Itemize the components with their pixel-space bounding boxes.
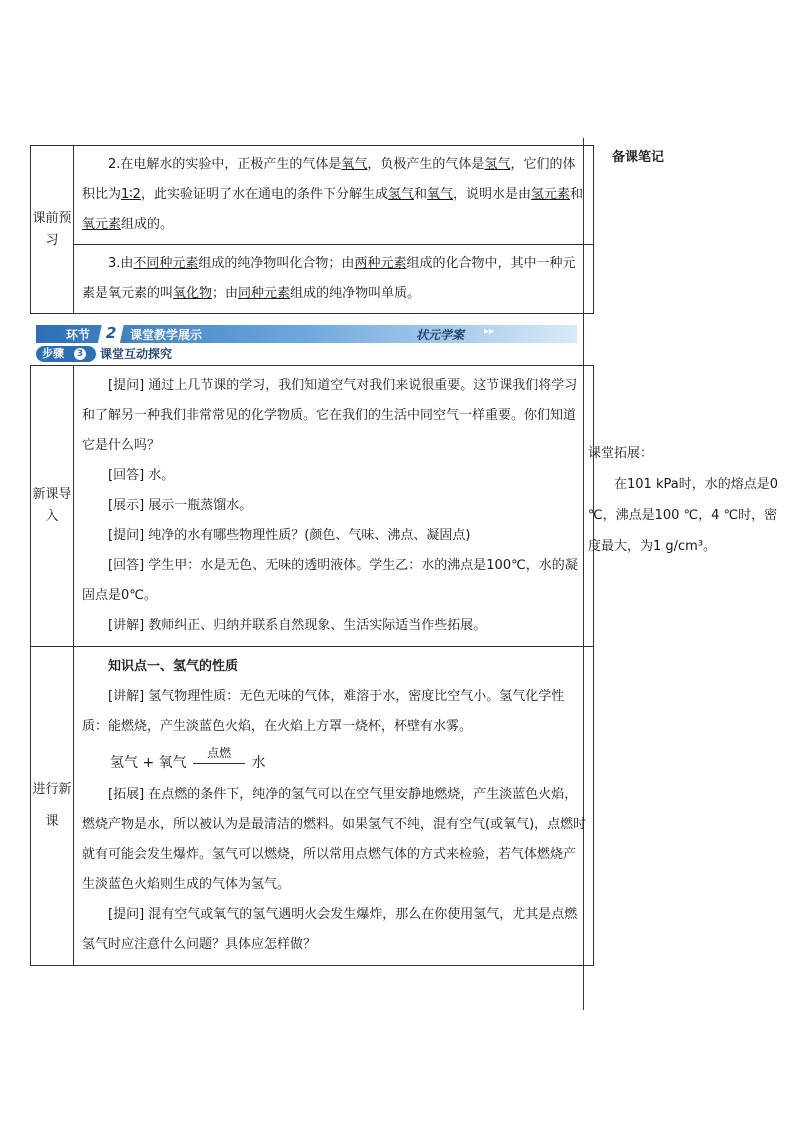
newlesson-p2: [拓展] 在点燃的条件下，纯净的氢气可以在空气里安静地燃烧，产生淡蓝色火焰，燃烧产物是水，所以被认为是最清洁的燃料。如果氢气不纯，混有空气(或氧气)，点燃时就有可能会发生爆炸。氢气可以燃烧，所以常用点燃气体的方式来检验，若气体燃烧产生淡蓝色火焰则生成的气体为氢气。	[82, 787, 587, 892]
double-arrow-icon: ▸▸	[484, 326, 495, 337]
section-header-bar	[36, 325, 577, 343]
intro-p2: [回答] 水。	[108, 468, 175, 483]
preview-table	[30, 145, 594, 314]
reaction-equation	[110, 748, 587, 778]
intro-p3: [展示] 展示一瓶蒸馏水。	[108, 498, 253, 513]
reaction-arrow-icon	[193, 763, 245, 764]
newlesson-label: 进行新课	[31, 647, 74, 966]
eq-reactants: 氢气 + 氧气	[110, 755, 187, 771]
step-header-bar	[36, 346, 206, 362]
step-pill: 步骤	[36, 346, 96, 362]
extension-heading: 课堂拓展：	[588, 446, 654, 461]
intro-p5: [回答] 学生甲：水是无色、无味的透明液体。学生乙：水的沸点是100℃，水的凝固点是0℃。	[82, 558, 578, 603]
notes-title: 备课笔记	[612, 150, 665, 165]
eq-product: 水	[251, 755, 266, 771]
newlesson-p3: [提问] 混有空气或氧气的氢气遇明火会发生爆炸，那么在你使用氢气，尤其是点燃氢气时应注意什么问题？具体应怎样做？	[82, 907, 578, 952]
section-brand: 状元学案	[416, 328, 465, 342]
extension-text: 在101 kPa时，水的熔点是0 ℃，沸点是100 ℃，4 ℃时，密度最大，为1 g/cm³。	[588, 477, 778, 554]
section-number: 2	[98, 322, 125, 344]
step-number: 3	[74, 348, 86, 360]
preview-item-3: 3.由不同种元素组成的纯净物叫化合物；由两种元素组成的化合物中，其中一种元素是氧元素的叫氧化物；由同种元素组成的纯净物叫单质。	[74, 245, 594, 314]
intro-content	[74, 366, 594, 647]
newlesson-p1: [讲解] 氢气物理性质：无色无味的气体，难溶于水，密度比空气小。氢气化学性质：能燃烧，产生淡蓝色火焰，在火焰上方罩一烧杯，杯壁有水雾。	[82, 689, 565, 734]
eq-condition: 点燃	[207, 746, 232, 760]
preview-item-2: 2.在电解水的实验中，正极产生的气体是氧气，负极产生的气体是氢气，它们的体积比为1∶2，此实验证明了水在通电的条件下分解生成氢气和氧气，说明水是由氢元素和氧元素组成的。	[74, 146, 594, 245]
intro-p4: [提问] 纯净的水有哪些物理性质？(颜色、气味、沸点、凝固点)	[108, 528, 471, 543]
section-huanjie: 环节	[66, 328, 91, 342]
intro-label: 新课导入	[31, 366, 74, 647]
intro-p6: [讲解] 教师纠正、归纳并联系自然现象、生活实际适当作些拓展。	[108, 618, 487, 633]
knowledge-point-title: 知识点一、氢气的性质	[108, 659, 239, 674]
section-title: 课堂教学展示	[130, 328, 203, 342]
lesson-table	[30, 365, 594, 966]
preview-label: 课前预习	[31, 146, 74, 314]
step-title: 课堂互动探究	[100, 347, 173, 361]
intro-p1: [提问] 通过上几节课的学习，我们知道空气对我们来说很重要。这节课我们将学习和了解另一种我们非常常见的化学物质。它在我们的生活中同空气一样重要。你们知道它是什么吗？	[82, 378, 578, 453]
newlesson-content	[74, 647, 594, 966]
class-extension	[588, 438, 778, 562]
